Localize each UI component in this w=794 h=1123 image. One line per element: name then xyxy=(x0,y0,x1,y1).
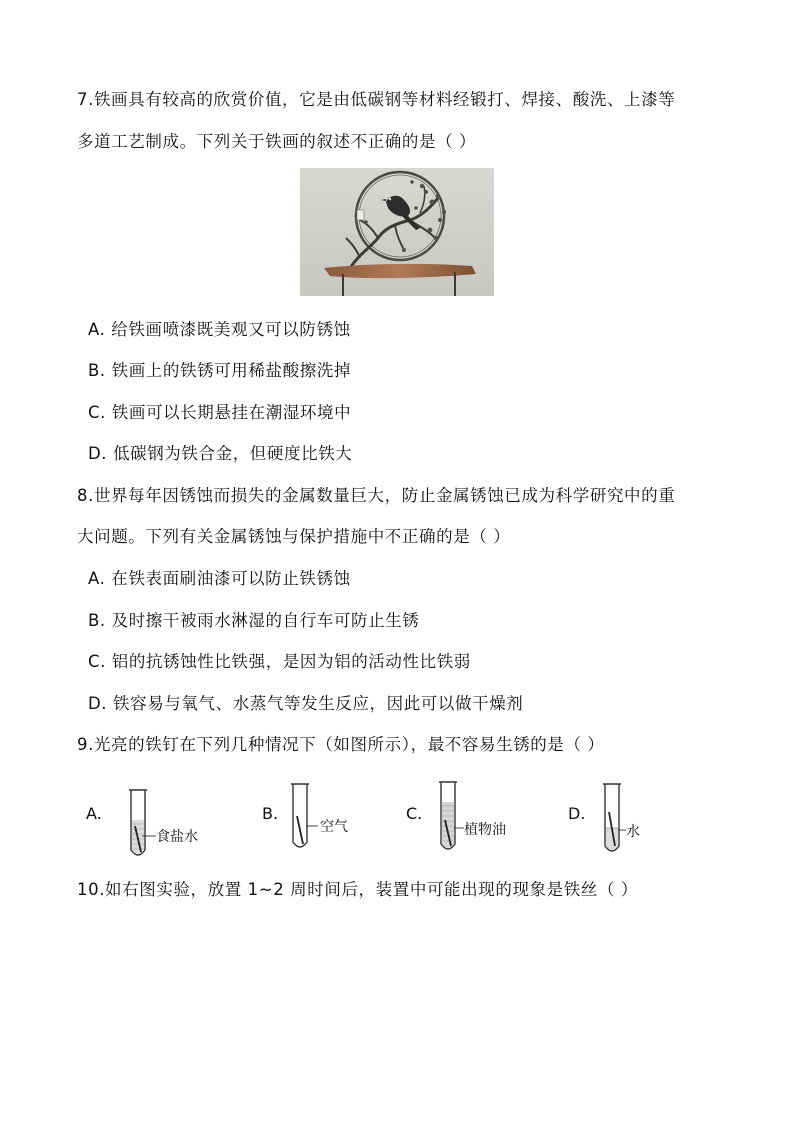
q10-stem: 10.如右图实验，放置 1~2 周时间后，装置中可能出现的现象是铁丝（ ） xyxy=(77,880,638,899)
tube-label-b: 空气 xyxy=(320,819,348,835)
iron-painting-photo xyxy=(300,168,494,296)
test-tube-figure-a xyxy=(86,776,246,862)
test-tube-icon xyxy=(86,776,246,862)
q8-stem-line2: 大问题。下列有关金属锈蚀与保护措施中不正确的是（ ） xyxy=(77,527,511,546)
tube-label-d: 水 xyxy=(626,824,640,840)
test-tube-icon xyxy=(568,776,728,862)
tube-letter-c: C. xyxy=(406,804,423,823)
tube-label-c: 植物油 xyxy=(464,822,506,838)
q8-option-d: D. 铁容易与氧气、水蒸气等发生反应，因此可以做干燥剂 xyxy=(88,694,524,713)
q7-option-a: A. 给铁画喷漆既美观又可以防锈蚀 xyxy=(88,320,351,339)
q8-stem-line1: 8.世界每年因锈蚀而损失的金属数量巨大，防止金属锈蚀已成为科学研究中的重 xyxy=(77,486,676,505)
q8-option-c: C. 铝的抗锈蚀性比铁强，是因为铝的活动性比铁弱 xyxy=(88,652,471,671)
tube-label-a: 食盐水 xyxy=(156,829,198,845)
q7-stem-line2: 多道工艺制成。下列关于铁画的叙述不正确的是（ ） xyxy=(77,132,477,151)
test-tube-figure-c xyxy=(406,776,566,862)
tube-letter-d: D. xyxy=(568,804,586,823)
q8-option-a: A. 在铁表面刷油漆可以防止铁锈蚀 xyxy=(88,569,351,588)
q8-option-b: B. 及时擦干被雨水淋湿的自行车可防止生锈 xyxy=(88,611,420,630)
test-tube-figure-b xyxy=(262,776,422,862)
test-tube-figure-d xyxy=(568,776,728,862)
q7-option-d: D. 低碳钢为铁合金，但硬度比铁大 xyxy=(88,444,353,463)
q7-stem-line1: 7.铁画具有较高的欣赏价值，它是由低碳钢等材料经锻打、焊接、酸洗、上漆等 xyxy=(77,90,676,109)
q7-option-b: B. 铁画上的铁锈可用稀盐酸擦洗掉 xyxy=(88,361,352,380)
tube-letter-a: A. xyxy=(86,804,102,823)
q7-option-c: C. 铁画可以长期悬挂在潮湿环境中 xyxy=(88,403,352,422)
q9-stem: 9.光亮的铁钉在下列几种情况下（如图所示），最不容易生锈的是（ ） xyxy=(77,735,605,754)
tube-letter-b: B. xyxy=(262,804,279,823)
